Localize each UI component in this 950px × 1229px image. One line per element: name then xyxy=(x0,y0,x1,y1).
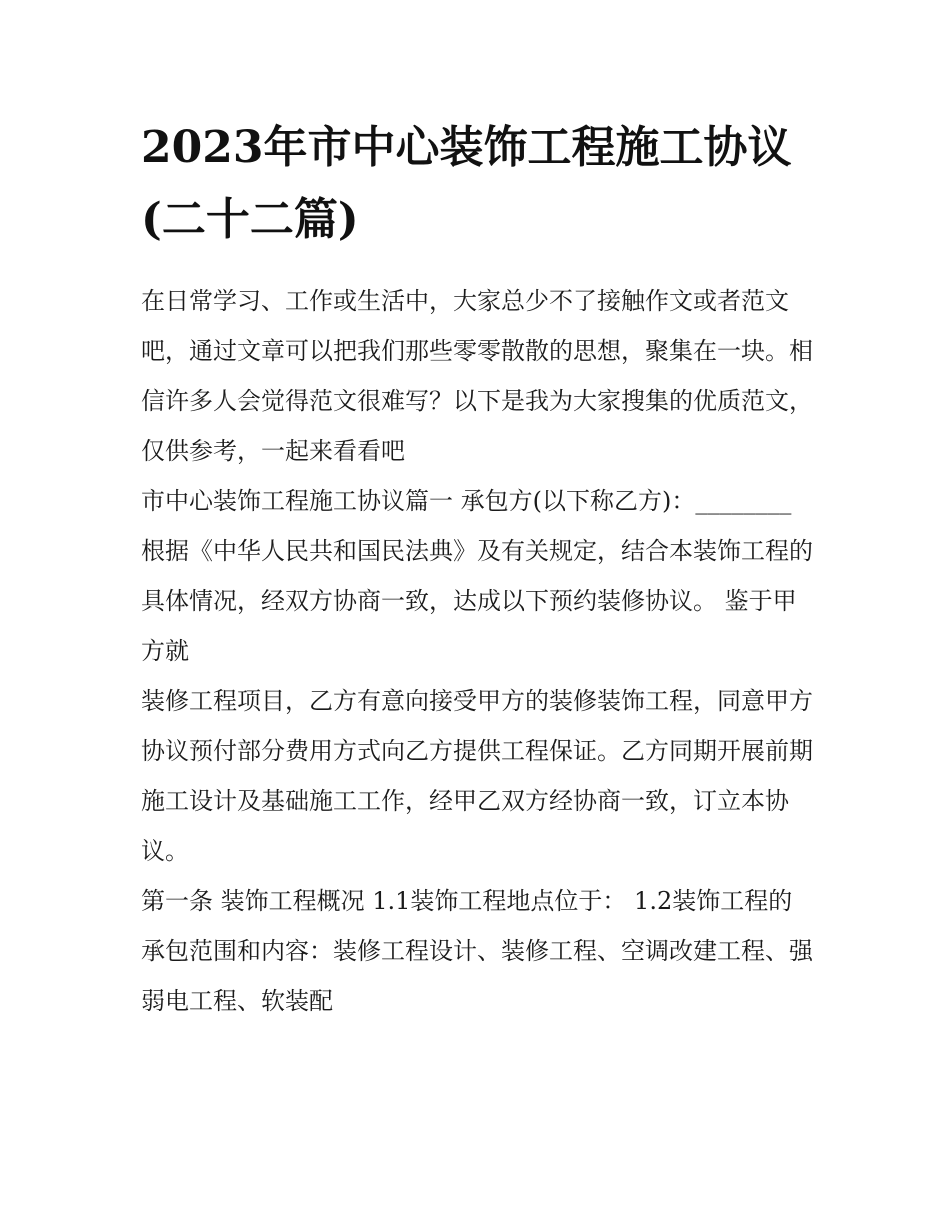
document-title: 2023年市中心装饰工程施工协议(二十二篇) xyxy=(141,122,792,245)
document-page xyxy=(141,112,813,1026)
paragraph-agreement-part-one: 市中心装饰工程施工协议篇一 承包方(以下称乙方)：________ 根据《中华人民共和国民法典》及有关规定，结合本装饰工程的具体情况，经双方协商一致，达成以下预约装修协议。 鉴于甲方就 xyxy=(141,487,813,665)
paragraph-article-one: 第一条 装饰工程概况 1.1装饰工程地点位于： 1.2装饰工程的承包范围和内容：装修工程设计、装修工程、空调改建工程、强弱电工程、软装配 xyxy=(141,887,813,1015)
paragraph-intro: 在日常学习、工作或生活中，大家总少不了接触作文或者范文吧，通过文章可以把我们那些零零散散的思想，聚集在一块。相信许多人会觉得范文很难写？以下是我为大家搜集的优质范文，仅供参考，一起来看看吧 xyxy=(141,287,813,465)
paragraph-project-intent: 装修工程项目，乙方有意向接受甲方的装修装饰工程，同意甲方协议预付部分费用方式向乙方提供工程保证。乙方同期开展前期施工设计及基础施工工作，经甲乙双方经协商一致，订立本协议。 xyxy=(141,687,813,865)
document-body xyxy=(141,276,813,1026)
